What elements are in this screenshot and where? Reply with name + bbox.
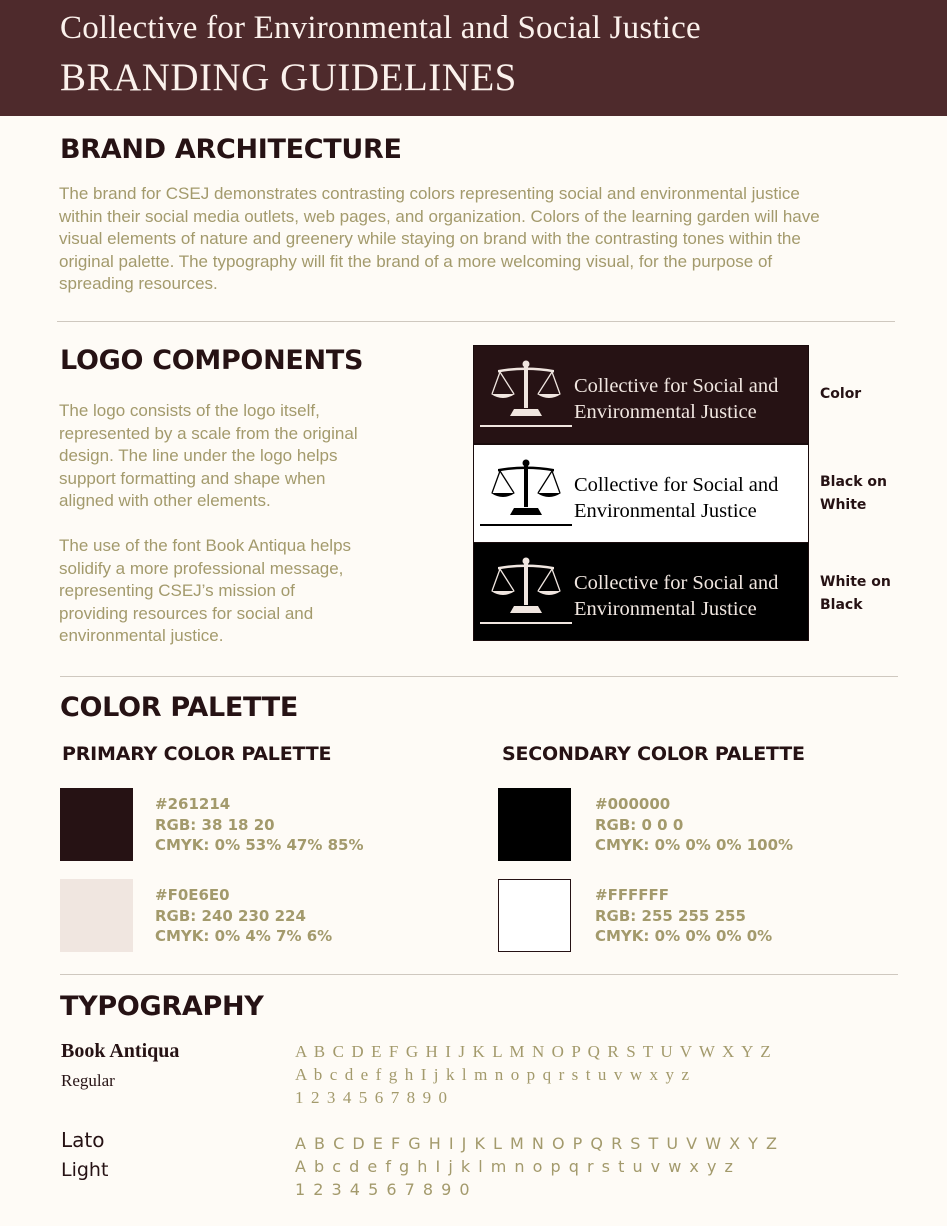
logo-description-line: solidify a more professional message, <box>59 558 344 578</box>
color-cmyk: CMYK: 0% 0% 0% 0% <box>595 927 773 945</box>
primary-palette-heading: PRIMARY COLOR PALETTE <box>62 743 332 765</box>
color-swatch <box>498 788 571 861</box>
logo-black-on-white <box>473 444 809 543</box>
logo-wordmark-line: Environmental Justice <box>574 500 757 522</box>
color-rgb: RGB: 38 18 20 <box>155 815 275 834</box>
logo-wordmark-line: Collective for Social and <box>574 375 779 397</box>
logo-description-line: represented by a scale from the original <box>59 423 358 443</box>
typography-heading: TYPOGRAPHY <box>60 991 264 1022</box>
logo-description-1 <box>59 400 358 513</box>
color-hex: #F0E6E0 <box>155 886 230 904</box>
sample-uppercase: A B C D E F G H I J K L M N O P Q R S T U V W X Y Z <box>295 1042 773 1061</box>
logo-label-line: Black on <box>820 474 887 490</box>
font-weight-light: Light <box>61 1159 109 1181</box>
logo-description-line: representing CSEJ’s mission of <box>59 581 295 601</box>
sample-lowercase: A b c d e f g h I j k l m n o p q r s t u v w x y z <box>295 1065 691 1084</box>
sample-uppercase: A B C D E F G H I J K L M N O P Q R S T U V W X Y Z <box>295 1134 779 1153</box>
logo-wordmark <box>574 472 778 524</box>
logo-label-color <box>820 383 861 406</box>
org-name: Collective for Environmental and Social Justice <box>60 10 701 46</box>
brand-architecture-line: visual elements of nature and greenery while staying on brand with the contrasting tones within the <box>59 229 801 249</box>
logo-underline <box>480 622 572 624</box>
scale-icon <box>490 360 562 420</box>
color-hex: #000000 <box>595 795 671 813</box>
sample-lowercase: A b c d e f g h I j k l m n o p q r s t u v w x y z <box>295 1157 735 1176</box>
brand-architecture-text <box>59 183 820 296</box>
logo-underline <box>480 425 572 427</box>
logo-wordmark-line: Environmental Justice <box>574 401 757 423</box>
brand-architecture-line: original palette. The typography will fit the brand of a more welcoming visual, for the purpose of <box>59 251 773 271</box>
logo-components-heading: LOGO COMPONENTS <box>60 345 364 376</box>
logo-label-black-on-white <box>820 471 887 517</box>
color-cmyk: CMYK: 0% 53% 47% 85% <box>155 836 364 854</box>
color-hex: #FFFFFF <box>595 886 670 904</box>
sample-digits: 1 2 3 4 5 6 7 8 9 0 <box>295 1088 449 1107</box>
section-divider <box>60 974 898 975</box>
book-antiqua-sample <box>295 1040 772 1109</box>
color-swatch <box>60 788 133 861</box>
brand-architecture-line: spreading resources. <box>59 274 218 294</box>
color-info <box>155 794 363 856</box>
color-rgb: RGB: 0 0 0 <box>595 815 684 834</box>
color-hex: #261214 <box>155 795 231 813</box>
color-info <box>595 794 793 856</box>
color-palette-heading: COLOR PALETTE <box>60 692 299 723</box>
sample-digits: 1 2 3 4 5 6 7 8 9 0 <box>295 1180 472 1199</box>
logo-description-line: The logo consists of the logo itself, <box>59 401 320 420</box>
color-info <box>595 885 772 947</box>
color-rgb: RGB: 255 255 255 <box>595 906 746 925</box>
color-cmyk: CMYK: 0% 0% 0% 100% <box>595 836 794 854</box>
logo-label-line: Color <box>820 386 862 402</box>
logo-description-line: environmental justice. <box>59 626 224 646</box>
header-banner <box>0 0 947 116</box>
font-weight-regular: Regular <box>61 1071 115 1090</box>
logo-label-white-on-black <box>820 571 891 617</box>
logo-wordmark-line: Collective for Social and <box>574 572 779 594</box>
font-name-book-antiqua: Book Antiqua <box>61 1040 180 1062</box>
logo-description-line: aligned with other elements. <box>59 491 271 511</box>
document-title: BRANDING GUIDELINES <box>60 56 517 99</box>
color-rgb: RGB: 240 230 224 <box>155 906 306 925</box>
logo-wordmark <box>574 570 778 622</box>
section-divider <box>60 676 898 677</box>
scale-icon <box>490 557 562 617</box>
logo-description-line: design. The line under the logo helps <box>59 446 338 466</box>
color-cmyk: CMYK: 0% 4% 7% 6% <box>155 927 333 945</box>
brand-architecture-line: within their social media outlets, web pages, and organization. Colors of the learning garden will have <box>59 206 820 226</box>
color-swatch <box>60 879 133 952</box>
logo-wordmark-line: Collective for Social and <box>574 474 779 496</box>
logo-label-line: White on <box>820 574 891 590</box>
font-name-lato: Lato <box>61 1128 105 1152</box>
brand-architecture-heading: BRAND ARCHITECTURE <box>60 134 402 165</box>
logo-description-2 <box>59 535 351 648</box>
color-swatch <box>498 879 571 952</box>
brand-architecture-line: The brand for CSEJ demonstrates contrasting colors representing social and environmental justice <box>59 184 800 203</box>
logo-wordmark-line: Environmental Justice <box>574 598 757 620</box>
logo-wordmark <box>574 373 778 425</box>
logo-description-line: providing resources for social and <box>59 603 314 623</box>
logo-label-line: White <box>820 497 867 513</box>
logo-color <box>473 345 809 444</box>
lato-sample <box>295 1132 778 1201</box>
secondary-palette-heading: SECONDARY COLOR PALETTE <box>502 743 805 765</box>
scale-icon <box>490 459 562 519</box>
logo-underline <box>480 524 572 526</box>
logo-description-line: The use of the font Book Antiqua helps <box>59 536 352 555</box>
logo-white-on-black <box>473 542 809 641</box>
logo-description-line: support formatting and shape when <box>59 468 326 488</box>
logo-label-line: Black <box>820 597 863 613</box>
section-divider <box>57 321 895 322</box>
color-info <box>155 885 332 947</box>
